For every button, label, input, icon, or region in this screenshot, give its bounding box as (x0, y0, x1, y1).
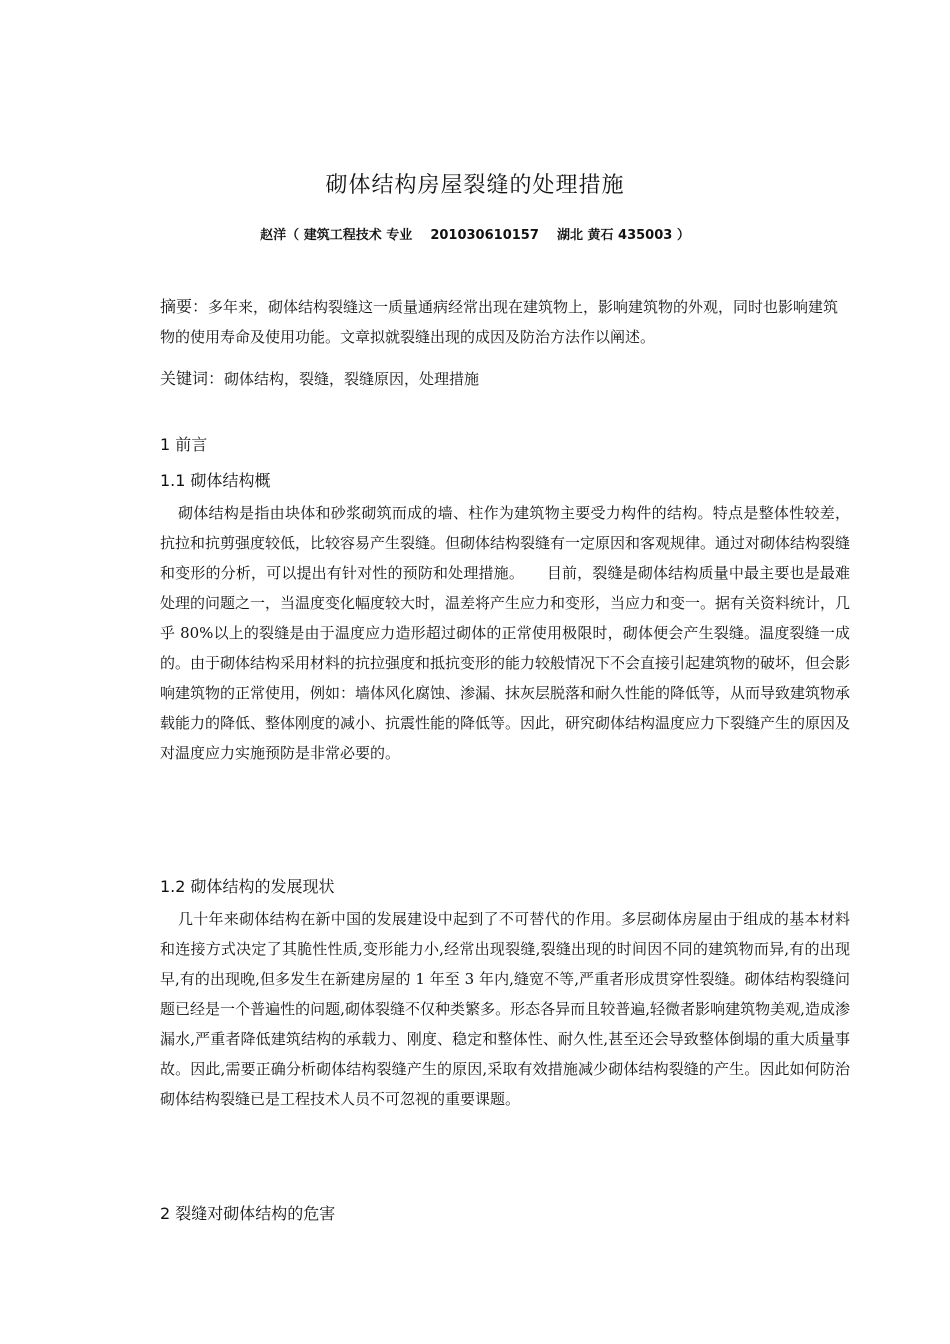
keywords-text: 砌体结构，裂缝，裂缝原因，处理措施 (224, 370, 480, 388)
section-2-heading: 2 裂缝对砌体结构的危害 (160, 1204, 336, 1223)
abstract-text: 多年来，砌体结构裂缝这一质量通病经常出现在建筑物上，影响建筑物的外观，同时也影响建筑物的使用寿命及使用功能。文章拟就裂缝出现的成因及防治方法作以阐述。 (160, 298, 839, 346)
section-1-2-heading: 1.2 砌体结构的发展现状 (160, 877, 335, 896)
keywords-label: 关键词： (160, 369, 225, 388)
keywords (160, 364, 850, 394)
section-1-1-body: 砌体结构是指由块体和砂浆砌筑而成的墙、柱作为建筑物主要受力构件的结构。特点是整体性较差，抗拉和抗剪强度较低，比较容易产生裂缝。但砌体结构裂缝有一定原因和客观规律。通过对砌体结构裂缝和变形的分析，可以提出有针对性的预防和处理措施。 目前，裂缝是砌体结构质量中最主要也是最难处理的问题之一，当温度变化幅度较大时，温差将产生应力和变形，当应力和变一。据有关资料统计，几乎 80%以上的裂缝是由于温度应力造形超过砌体的正常使用极限时，砌体便会产生裂缝。温度裂缝一成的。由于砌体结构采用材料的抗拉强度和抵抗变形的能力较般情况下不会直接引起建筑物的破坏，但会影响建筑物的正常使用，例如：墙体风化腐蚀、渗漏、抹灰层脱落和耐久性能的降低等，从而导致建筑物承载能力的降低、整体刚度的减小、抗震性能的降低等。因此，研究砌体结构温度应力下裂缝产生的原因及对温度应力实施预防是非常必要的。 (160, 504, 851, 762)
section-1-1-heading: 1.1 砌体结构概 (160, 471, 271, 490)
abstract (160, 292, 850, 352)
document-title: 砌体结构房屋裂缝的处理措施 (325, 173, 625, 198)
author-line: 赵洋（ 建筑工程技术 专业 201030610157 湖北 黄石 435003 ） (260, 228, 690, 243)
section-1-2-body: 几十年来砌体结构在新中国的发展建设中起到了不可替代的作用。多层砌体房屋由于组成的基本材料和连接方式决定了其脆性性质,变形能力小,经常出现裂缝,裂缝出现的时间因不同的建筑物而异,有的出现早,有的出现晚,但多发生在新建房屋的 1 年至 3 年内,缝宽不等,严重者形成贯穿性裂缝。砌体结构裂缝问题已经是一个普遍性的问题,砌体裂缝不仅种类繁多。形态各异而且较普遍,轻微者影响建筑物美观,造成渗漏水,严重者降低建筑结构的承载力、刚度、稳定和整体性、耐久性,甚至还会导致整体倒塌的重大质量事故。因此,需要正确分析砌体结构裂缝产生的原因,采取有效措施减少砌体结构裂缝的产生。因此如何防治砌体结构裂缝已是工程技术人员不可忽视的重要课题。 (160, 910, 850, 1108)
abstract-label: 摘要： (160, 297, 209, 316)
section-1-heading: 1 前言 (160, 435, 208, 454)
